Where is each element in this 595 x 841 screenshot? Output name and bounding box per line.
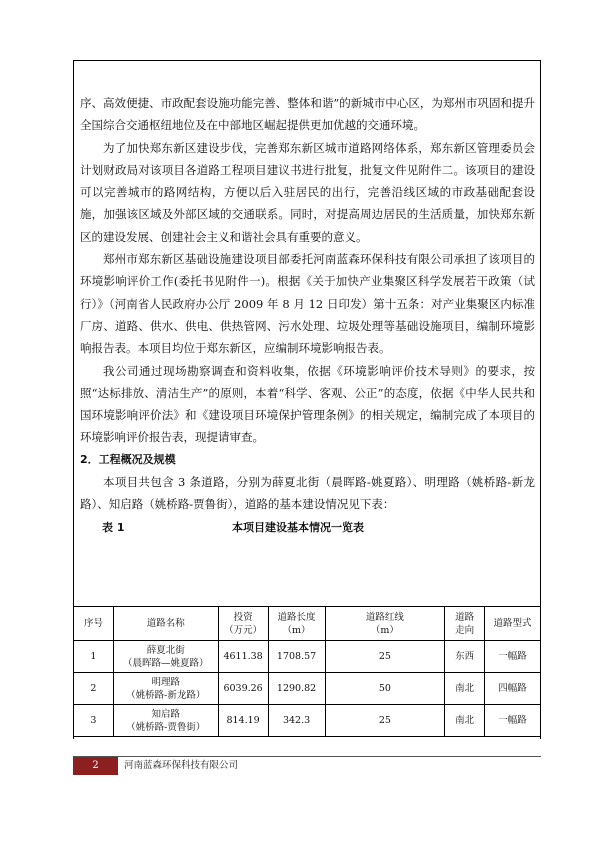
table-row xyxy=(74,673,541,705)
table-number: 表 1 xyxy=(102,520,125,534)
paragraph-4: 我公司通过现场勘察调查和资料收集，依据《环境影响评价技术导则》的要求，按照“达标排放、清洁生产”的原则，本着“科学、客观、公正”的态度，依据《中华人民共和国环境影响评价法》和《建设项目环境保护管理条例》的相关规定，编制完成了本项目的环境影响评价报告表，现提请审查。 xyxy=(80,363,535,445)
header-type: 道路型式 xyxy=(485,607,541,641)
section-heading: 2．工程概况及规模 xyxy=(80,452,176,466)
table-header-row xyxy=(74,607,541,641)
cell-direction: 东西 xyxy=(445,641,485,673)
cell-type: 一幅路 xyxy=(485,705,541,737)
table-row xyxy=(74,641,541,673)
cell-name: 明理路 （姚桥路-新龙路） xyxy=(113,673,218,705)
cell-redline: 25 xyxy=(325,705,445,737)
footer-company: 河南蓝森环保科技有限公司 xyxy=(124,760,239,771)
header-invest: 投资 （万元） xyxy=(218,607,268,641)
cell-type: 一幅路 xyxy=(485,641,541,673)
cell-length: 342.3 xyxy=(268,705,325,737)
cell-no: 1 xyxy=(74,641,114,673)
cell-no: 2 xyxy=(74,673,114,705)
cell-direction: 南北 xyxy=(445,705,485,737)
paragraph-2: 为了加快郑东新区建设步伐，完善郑东新区城市道路网络体系，郑东新区管理委员会计划财政局对该项目各道路工程项目建议书进行批复，批复文件见附件二。该项目的建设可以完善城市的路网结构，方便以后入驻居民的出行，完善沿线区域的市政基础配套设施，加强该区域及外部区域的交通联系。同时，对提高周边居民的生活质量，加快郑东新区的建设发展、创建社会主义和谐社会具有重要的意义。 xyxy=(80,140,535,244)
cell-invest: 6039.26 xyxy=(218,673,268,705)
cell-redline: 50 xyxy=(325,673,445,705)
header-name: 道路名称 xyxy=(113,607,218,641)
cell-invest: 4611.38 xyxy=(218,641,268,673)
table-title: 本项目建设基本情况一览表 xyxy=(232,520,364,534)
road-info-table xyxy=(73,606,541,737)
paragraph-5: 本项目共包含 3 条道路，分别为薛夏北街（晨晖路-姚夏路）、明理路（姚桥路-新龙路）、知启路（姚桥路-贾鲁街），道路的基本建设情况见下表： xyxy=(80,475,535,512)
cell-type: 四幅路 xyxy=(485,673,541,705)
cell-redline: 25 xyxy=(325,641,445,673)
table-caption xyxy=(80,517,535,535)
cell-name: 知启路 （姚桥路-贾鲁街） xyxy=(113,705,218,737)
cell-invest: 814.19 xyxy=(218,705,268,737)
paragraph-1: 序、高效便捷、市政配套设施功能完善、整体和谐”的新城市中心区，为郑州市巩固和提升全国综合交通枢纽地位及在中部地区崛起提供更加优越的交通环境。 xyxy=(80,96,535,133)
cell-direction: 南北 xyxy=(445,673,485,705)
cell-name: 薛夏北街 （晨晖路—姚夏路） xyxy=(113,641,218,673)
header-no: 序号 xyxy=(74,607,114,641)
paragraph-3: 郑州市郑东新区基础设施建设项目部委托河南蓝森环保科技有限公司承担了该项目的环境影响评价工作(委托书见附件一)。根据《关于加快产业集聚区科学发展若干政策（试行）》（河南省人民政府办公厅 2009 年 8 月 12 日印发）第十五条：对产业集聚区内标准厂房、道路、供水、供电、供热管网、污水处理、垃圾处理等基础设施项目，编制环境影响报告表。本项目均位于郑东新区，应编制环境影响报告表。 xyxy=(80,252,535,356)
cell-no: 3 xyxy=(74,705,114,737)
header-redline: 道路红线 （m） xyxy=(325,607,445,641)
header-direction: 道路 走向 xyxy=(445,607,485,641)
cell-length: 1290.82 xyxy=(268,673,325,705)
page-number: 2 xyxy=(73,757,118,775)
body-text xyxy=(80,92,535,535)
table-row xyxy=(74,705,541,737)
header-length: 道路长度 （m） xyxy=(268,607,325,641)
cell-length: 1708.57 xyxy=(268,641,325,673)
